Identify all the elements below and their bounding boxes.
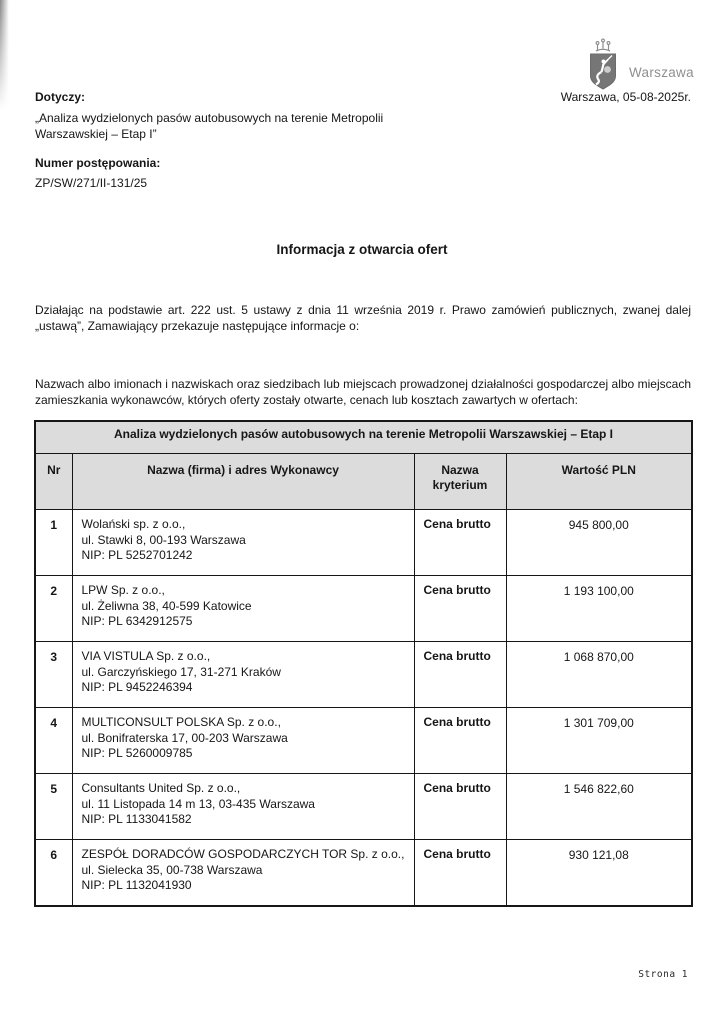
company-address: ul. Żeliwna 38, 40-599 Katowice bbox=[81, 598, 252, 613]
column-header-value: Wartość PLN bbox=[506, 454, 692, 510]
table-row bbox=[35, 576, 692, 642]
page-number: Strona 1 bbox=[638, 969, 688, 980]
cell-company bbox=[72, 840, 414, 907]
company-nip: NIP: PL 1132041930 bbox=[81, 878, 192, 892]
company-name: Consultants United Sp. z o.o., bbox=[81, 781, 241, 795]
proceeding-number: ZP/SW/271/II-131/25 bbox=[35, 176, 148, 190]
table-caption-row bbox=[35, 421, 692, 454]
city-logo-label: Warszawa bbox=[629, 64, 694, 80]
cell-value: 1 301 709,00 bbox=[506, 708, 692, 774]
city-logo bbox=[586, 35, 694, 91]
table-row bbox=[35, 642, 692, 708]
subject-text bbox=[35, 111, 485, 142]
cell-company bbox=[72, 774, 414, 840]
company-nip: NIP: PL 1133041582 bbox=[81, 812, 192, 826]
company-address: ul. Garczyńskiego 17, 31-271 Kraków bbox=[81, 664, 281, 679]
cell-value: 1 193 100,00 bbox=[506, 576, 692, 642]
page-title: Informacja z otwarcia ofert bbox=[276, 242, 448, 257]
cell-nr: 5 bbox=[35, 774, 72, 840]
proceeding-number-label: Numer postępowania: bbox=[35, 156, 161, 170]
company-name: MULTICONSULT POLSKA Sp. z o.o., bbox=[81, 715, 281, 729]
cell-criterion: Cena brutto bbox=[414, 642, 506, 708]
table-row bbox=[35, 774, 692, 840]
warsaw-crest-icon bbox=[586, 35, 620, 91]
subject-line-1: „Analiza wydzielonych pasów autobusowych na terenie Metropolii bbox=[35, 111, 384, 125]
column-header-name: Nazwa (firma) i adres Wykonawcy bbox=[72, 454, 414, 510]
company-name: LPW Sp. z o.o., bbox=[81, 583, 165, 597]
company-address: ul. Bonifraterska 17, 00-203 Warszawa bbox=[81, 730, 288, 745]
cell-criterion: Cena brutto bbox=[414, 510, 506, 576]
cell-value: 1 546 822,60 bbox=[506, 774, 692, 840]
cell-nr: 3 bbox=[35, 642, 72, 708]
regarding-row bbox=[35, 90, 691, 104]
scan-artifact bbox=[0, 0, 9, 130]
paragraph-legal-basis: Działając na podstawie art. 222 ust. 5 ustawy z dnia 11 września 2019 r. Prawo zamówień publicznych, zwanej dalej „ustawą”, Zamawiający przekazuje następujące informacje o: bbox=[35, 303, 691, 333]
cell-criterion: Cena brutto bbox=[414, 840, 506, 907]
cell-value: 930 121,08 bbox=[506, 840, 692, 907]
table-row bbox=[35, 840, 692, 907]
cell-criterion: Cena brutto bbox=[414, 708, 506, 774]
company-name: VIA VISTULA Sp. z o.o., bbox=[81, 649, 211, 663]
table-caption: Analiza wydzielonych pasów autobusowych na terenie Metropolii Warszawskiej – Etap I bbox=[35, 421, 692, 454]
cell-company bbox=[72, 510, 414, 576]
company-address: ul. 11 Listopada 14 m 13, 03-435 Warszawa bbox=[81, 796, 315, 811]
company-name: ZESPÓŁ DORADCÓW GOSPODARCZYCH TOR Sp. z o.o., bbox=[81, 847, 405, 861]
company-name: Wolański sp. z o.o., bbox=[81, 517, 186, 531]
cell-company bbox=[72, 642, 414, 708]
company-nip: NIP: PL 5260009785 bbox=[81, 746, 193, 760]
cell-company bbox=[72, 708, 414, 774]
table-row bbox=[35, 708, 692, 774]
cell-nr: 6 bbox=[35, 840, 72, 907]
cell-nr: 4 bbox=[35, 708, 72, 774]
cell-criterion: Cena brutto bbox=[414, 576, 506, 642]
company-nip: NIP: PL 6342912575 bbox=[81, 614, 193, 628]
cell-value: 945 800,00 bbox=[506, 510, 692, 576]
regarding-label: Dotyczy: bbox=[35, 90, 86, 104]
subject-line-2: Warszawskiej – Etap I” bbox=[35, 126, 157, 141]
table-row bbox=[35, 510, 692, 576]
paragraph-scope: Nazwach albo imionach i nazwiskach oraz siedzibach lub miejscach prowadzonej działalności gospodarczej albo miejscach zamieszkania wykonawców, których oferty zostały otwarte, cenach lub kosztach zawartych w ofertach: bbox=[35, 377, 691, 407]
company-address: ul. Stawki 8, 00-193 Warszawa bbox=[81, 532, 246, 547]
company-nip: NIP: PL 9452246394 bbox=[81, 680, 193, 694]
company-nip: NIP: PL 5252701242 bbox=[81, 548, 193, 562]
column-header-nr: Nr bbox=[35, 454, 72, 510]
offers-table-wrapper bbox=[34, 420, 693, 907]
cell-criterion: Cena brutto bbox=[414, 774, 506, 840]
offers-table bbox=[34, 420, 693, 907]
table-header-row bbox=[35, 454, 692, 510]
cell-nr: 1 bbox=[35, 510, 72, 576]
date-line: Warszawa, 05-08-2025r. bbox=[560, 90, 691, 104]
column-header-criterion: Nazwa kryterium bbox=[414, 454, 506, 510]
company-address: ul. Sielecka 35, 00-738 Warszawa bbox=[81, 862, 263, 877]
cell-company bbox=[72, 576, 414, 642]
cell-nr: 2 bbox=[35, 576, 72, 642]
cell-value: 1 068 870,00 bbox=[506, 642, 692, 708]
